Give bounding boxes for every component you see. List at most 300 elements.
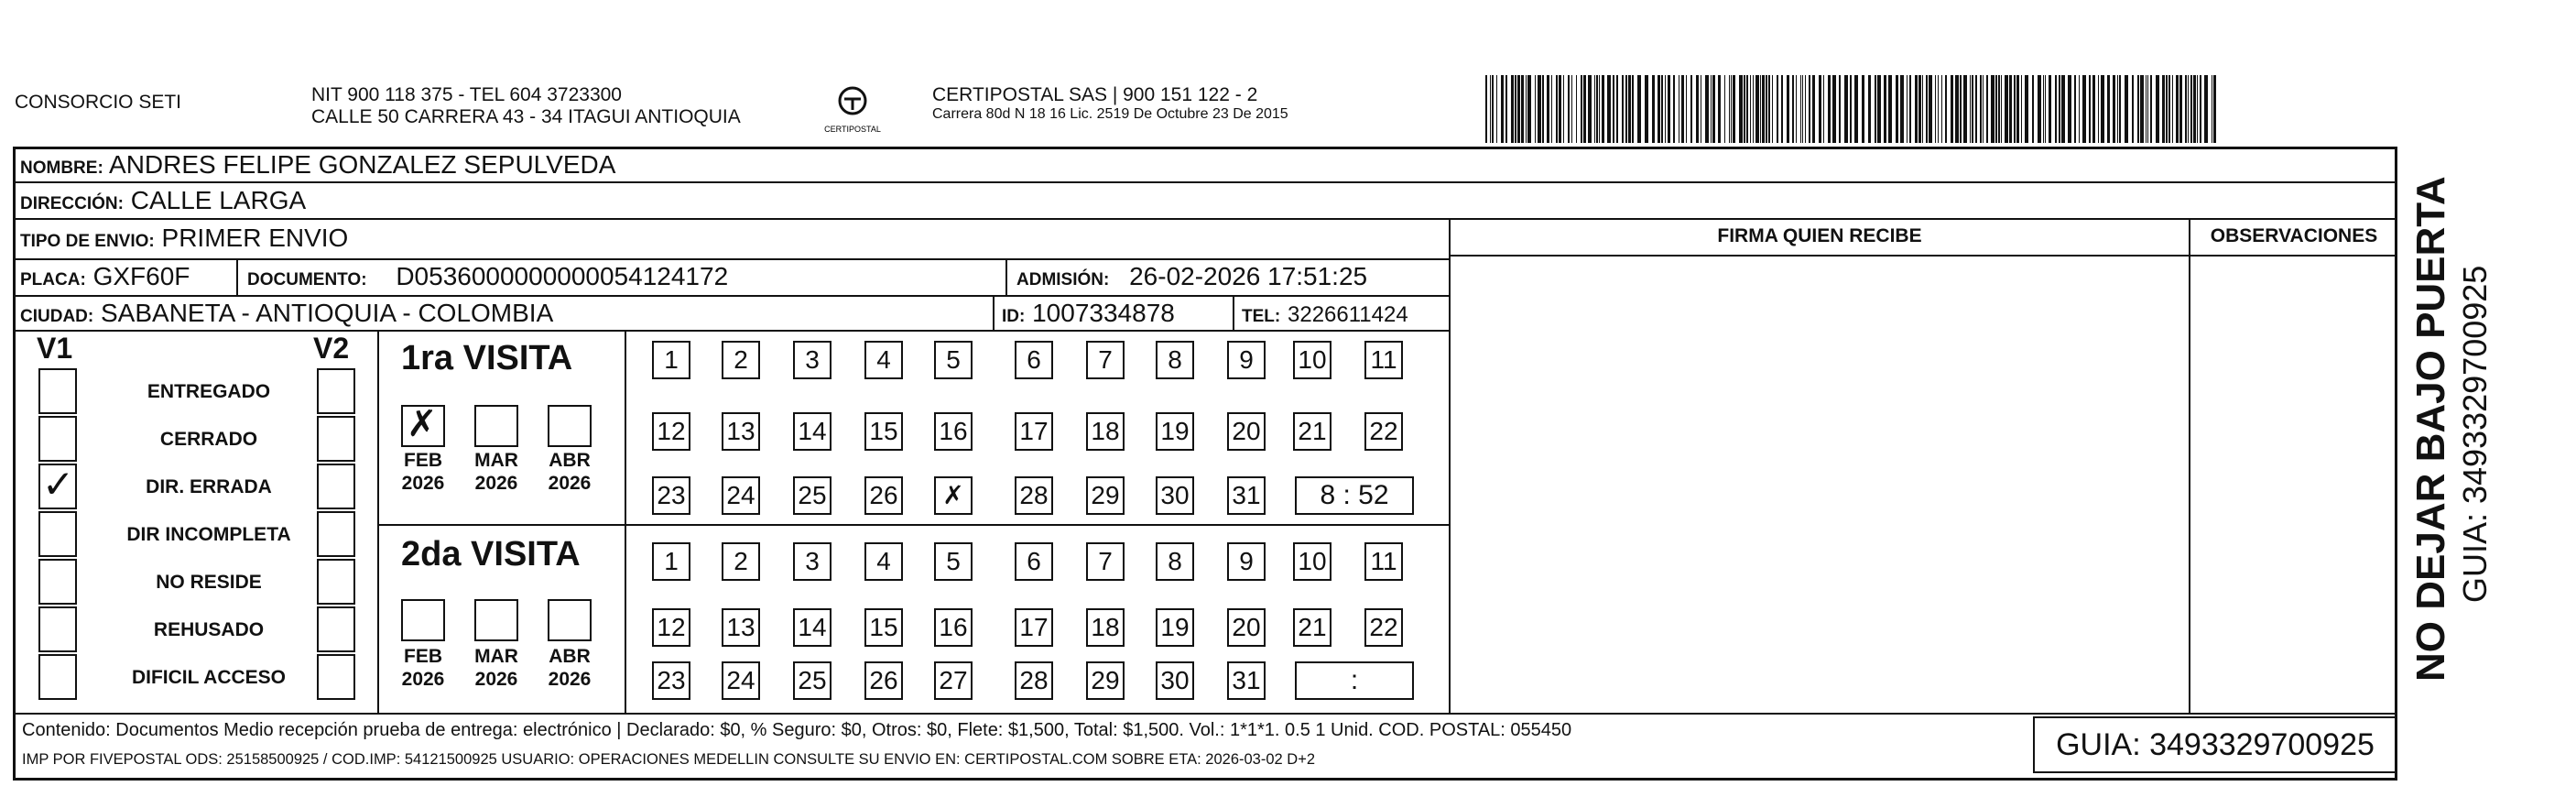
documento-cell: [247, 260, 728, 297]
barcode-bar: [1625, 75, 1627, 143]
admision-value: 26-02-2026 17:51:25: [1129, 262, 1368, 290]
status-option-label: DIR. ERRADA: [146, 476, 272, 497]
admision-label: ADMISIÓN:: [1016, 270, 1110, 289]
second-visit-day[interactable]: 8: [1156, 542, 1194, 581]
barcode-bar: [2156, 75, 2159, 143]
barcode-bar: [1832, 75, 1836, 143]
barcode-bar: [2113, 75, 2115, 143]
barcode-bar: [1800, 75, 1801, 143]
barcode-bar: [1652, 75, 1655, 143]
barcode-bar: [1556, 75, 1558, 143]
second-visit-day[interactable]: 19: [1156, 608, 1194, 647]
barcode-bar: [1850, 75, 1852, 143]
first-visit-day[interactable]: 17: [1015, 412, 1053, 451]
barcode-bar: [1505, 75, 1507, 143]
barcode-bar: [1596, 75, 1598, 143]
barcode-bar: [1896, 75, 1898, 143]
second-visit-day[interactable]: 31: [1227, 661, 1266, 700]
v1-checkbox[interactable]: [38, 654, 77, 700]
barcode-bar: [2137, 75, 2139, 143]
side-guia-text: GUIA: 3493329700925: [2456, 265, 2494, 603]
barcode-bar: [2014, 75, 2016, 143]
address-line: CALLE 50 CARRERA 43 - 34 ITAGUI ANTIOQUIA: [311, 106, 741, 128]
second-visit-month-box[interactable]: [548, 599, 592, 641]
divider: [1005, 258, 1007, 295]
side-notice: [2405, 0, 2576, 687]
first-visit-day[interactable]: 10: [1293, 341, 1331, 379]
second-visit-day[interactable]: 28: [1015, 661, 1053, 700]
first-visit-day[interactable]: 29: [1086, 476, 1125, 515]
barcode-bar: [1875, 75, 1876, 143]
barcode-bar: [1983, 75, 1984, 143]
barcode-bar: [1628, 75, 1631, 143]
barcode-bar: [1941, 75, 1942, 143]
month-year: 2026: [474, 669, 518, 691]
barcode-bar: [1526, 75, 1527, 143]
barcode-bar: [1733, 75, 1735, 143]
first-visit-day[interactable]: 19: [1156, 412, 1194, 451]
first-visit-day[interactable]: 1: [652, 341, 690, 379]
first-visit-day[interactable]: 22: [1364, 412, 1403, 451]
first-visit-day[interactable]: 18: [1086, 412, 1125, 451]
footer-print-info: IMP POR FIVEPOSTAL ODS: 25158500925 / COD.IMP: 54121500925 USUARIO: OPERACIONES MEDELLIN CONSULTE SU ENVIO EN: CERTIPOSTAL.COM SOBRE ETA: 2026-03-02 D+2: [22, 751, 1316, 768]
first-visit-day[interactable]: 26: [864, 476, 903, 515]
barcode-bar: [1690, 75, 1692, 143]
barcode-bar: [1581, 75, 1582, 143]
no-dejar-text: NO DEJAR BAJO PUERTA: [2408, 176, 2453, 682]
second-visit-day[interactable]: 25: [793, 661, 831, 700]
barcode-bar: [1955, 75, 1959, 143]
barcode-bar: [1576, 75, 1577, 143]
barcode-bar: [1980, 75, 1982, 143]
v1-checkbox[interactable]: [38, 416, 77, 462]
barcode-bar: [1805, 75, 1806, 143]
divider: [993, 295, 995, 330]
admision-cell: [1016, 260, 1367, 297]
guia-number: GUIA: 3493329700925: [2033, 716, 2397, 773]
second-visit-day[interactable]: 27: [934, 661, 973, 700]
month-label: [533, 449, 606, 495]
status-option-label: CERRADO: [159, 429, 258, 450]
placa-value: GXF60F: [92, 262, 190, 290]
barcode-bar: [1909, 75, 1911, 143]
barcode-bar: [1661, 75, 1663, 143]
barcode-bar: [1712, 75, 1715, 143]
status-option-label: NO RESIDE: [156, 572, 262, 593]
company-contact: [311, 84, 741, 128]
tipo-label: TIPO DE ENVIO:: [20, 232, 155, 251]
placa-cell: [20, 260, 190, 297]
barcode-bar: [1755, 75, 1759, 143]
certi-line2: Carrera 80d N 18 16 Lic. 2519 De Octubre 23 De 2015: [932, 106, 1288, 123]
second-visit-day[interactable]: 11: [1364, 542, 1403, 581]
barcode-bar: [2185, 75, 2187, 143]
first-visit-day[interactable]: 24: [722, 476, 760, 515]
barcode-bar: [1760, 75, 1761, 143]
barcode-bar: [1828, 75, 1831, 143]
barcode-bar: [2049, 75, 2051, 143]
second-visit-day[interactable]: 29: [1086, 661, 1125, 700]
documento-label: DOCUMENTO:: [247, 270, 367, 289]
barcode-bar: [1819, 75, 1821, 143]
barcode-bar: [1762, 75, 1765, 143]
barcode-bar: [1686, 75, 1687, 143]
barcode-bar: [1915, 75, 1918, 143]
barcode-bar: [1935, 75, 1936, 143]
barcode-bar: [1485, 75, 1487, 143]
observaciones-header: OBSERVACIONES: [2210, 225, 2378, 246]
second-visit-day[interactable]: 30: [1156, 661, 1194, 700]
first-visit-day[interactable]: 7: [1086, 341, 1125, 379]
divider: [377, 330, 379, 713]
barcode-bar: [2125, 75, 2128, 143]
barcode-bar: [1668, 75, 1670, 143]
barcode-bar: [2098, 75, 2099, 143]
nombre-value: ANDRES FELIPE GONZALEZ SEPULVEDA: [109, 150, 616, 179]
barcode-bar: [1527, 75, 1531, 143]
month-label: [460, 449, 533, 495]
first-visit-day[interactable]: 28: [1015, 476, 1053, 515]
barcode-bar: [1547, 75, 1549, 143]
month-name: ABR: [549, 450, 591, 471]
first-visit-day[interactable]: 23: [652, 476, 690, 515]
first-visit-day[interactable]: ✗: [934, 476, 973, 515]
month-year: 2026: [401, 669, 445, 691]
barcode-bar: [1970, 75, 1971, 143]
barcode-bar: [2140, 75, 2144, 143]
v2-checkbox[interactable]: [317, 654, 355, 700]
barcode-bar: [1511, 75, 1514, 143]
barcode-bar: [2005, 75, 2008, 143]
barcode-bar: [2092, 75, 2095, 143]
barcode-bar: [2032, 75, 2034, 143]
barcode-bar: [1998, 75, 2000, 143]
firma-header: FIRMA QUIEN RECIBE: [1717, 225, 1922, 246]
barcode-bar: [2193, 75, 2196, 143]
second-visit-month-box[interactable]: [401, 599, 445, 641]
first-visit-month-box[interactable]: [548, 405, 592, 447]
second-visit-day[interactable]: 20: [1227, 608, 1266, 647]
barcode-bar: [1938, 75, 1939, 143]
barcode-bar: [1768, 75, 1770, 143]
barcode-bar: [2025, 75, 2028, 143]
barcode-bar: [2119, 75, 2121, 143]
barcode-bar: [1868, 75, 1871, 143]
ciudad-cell: [20, 297, 553, 333]
barcode-bar: [2016, 75, 2019, 143]
v2-checkbox[interactable]: [317, 511, 355, 557]
footer-content: Contenido: Documentos Medio recepción prueba de entrega: electrónico | Declarado: $0, % Seguro: $0, Otros: $0, Flete: $1,500, Total: $1,500. Vol.: 1*1*1. 0.5 1 Unid. COD. POSTAL: 055450: [22, 720, 1572, 740]
barcode-bar: [2172, 75, 2173, 143]
second-visit-day[interactable]: 7: [1086, 542, 1125, 581]
month-name: FEB: [404, 450, 442, 471]
barcode-bar: [1559, 75, 1561, 143]
barcode-bar: [1995, 75, 1997, 143]
tel-cell: [1242, 297, 1408, 333]
divider: [625, 330, 626, 713]
v2-checkbox[interactable]: [317, 606, 355, 652]
v1-checkbox[interactable]: [38, 368, 77, 414]
barcode-bar: [1777, 75, 1778, 143]
v1-checkbox[interactable]: [38, 464, 77, 509]
barcode-bar: [1602, 75, 1604, 143]
documento-value: D0536000000000054124172: [396, 262, 729, 290]
barcode-bar: [1535, 75, 1536, 143]
barcode-bar: [1746, 75, 1748, 143]
barcode-bar: [1986, 75, 1988, 143]
barcode-bar: [1496, 75, 1497, 143]
barcode-bar: [1787, 75, 1789, 143]
barcode-bar: [1490, 75, 1491, 143]
barcode-bar: [1823, 75, 1824, 143]
v2-header: V2: [313, 332, 350, 365]
barcode-bar: [1583, 75, 1586, 143]
barcode-bar: [1951, 75, 1953, 143]
second-visit-day[interactable]: 10: [1293, 542, 1331, 581]
barcode-bar: [1900, 75, 1904, 143]
v1-header: V1: [37, 332, 73, 365]
barcode-bar: [2147, 75, 2148, 143]
logo-text: CERTIPOSTAL: [824, 125, 881, 134]
company-name: CONSORCIO SETI: [15, 92, 182, 113]
barcode-bar: [1711, 75, 1712, 143]
second-visit-day[interactable]: 6: [1015, 542, 1053, 581]
first-visit-day[interactable]: 12: [652, 412, 690, 451]
first-visit-time[interactable]: 8 : 52: [1295, 476, 1414, 515]
placa-label: PLACA:: [20, 270, 86, 289]
second-visit-day[interactable]: 14: [793, 608, 831, 647]
barcode-bar: [1731, 75, 1732, 143]
month-name: FEB: [404, 646, 442, 667]
first-visit-day[interactable]: 13: [722, 412, 760, 451]
second-visit-day[interactable]: 26: [864, 661, 903, 700]
second-visit-day[interactable]: 21: [1293, 608, 1331, 647]
second-visit-time[interactable]: :: [1295, 661, 1414, 700]
barcode-bar: [1718, 75, 1721, 143]
barcode-bar: [1542, 75, 1544, 143]
barcode-bar: [1571, 75, 1572, 143]
second-visit-day[interactable]: 4: [864, 542, 903, 581]
barcode-bar: [1739, 75, 1743, 143]
barcode-bar: [1515, 75, 1516, 143]
barcode-bar: [1538, 75, 1541, 143]
barcode-bar: [1750, 75, 1751, 143]
barcode-bar: [1681, 75, 1684, 143]
barcode-bar: [1862, 75, 1864, 143]
second-visit-month-box[interactable]: [474, 599, 518, 641]
direccion-value: CALLE LARGA: [130, 186, 307, 214]
second-visit-day[interactable]: 22: [1364, 608, 1403, 647]
barcode-bar: [1501, 75, 1504, 143]
barcode-bar: [1607, 75, 1611, 143]
first-visit-month-box[interactable]: [401, 405, 445, 447]
first-visit-day[interactable]: 5: [934, 341, 973, 379]
barcode-bar: [2045, 75, 2046, 143]
divider: [377, 524, 1449, 526]
divider: [236, 258, 238, 295]
first-visit-day[interactable]: 8: [1156, 341, 1194, 379]
direccion-row: [20, 184, 306, 221]
first-visit-day[interactable]: 30: [1156, 476, 1194, 515]
barcode-bar: [1568, 75, 1570, 143]
barcode-bar: [1888, 75, 1892, 143]
divider: [13, 713, 2397, 715]
certipostal-logo-icon: [811, 82, 894, 139]
tel-label: TEL:: [1242, 307, 1281, 326]
month-label: [533, 645, 606, 691]
barcode-bar: [1854, 75, 1858, 143]
barcode-bar: [2043, 75, 2044, 143]
first-visit-day[interactable]: 3: [793, 341, 831, 379]
barcode-bar: [2146, 75, 2147, 143]
second-visit-day[interactable]: 1: [652, 542, 690, 581]
barcode-bar: [1796, 75, 1797, 143]
first-visit-day[interactable]: 6: [1015, 341, 1053, 379]
month-name: MAR: [474, 450, 518, 471]
barcode-bar: [1907, 75, 1908, 143]
divider: [1233, 295, 1234, 330]
barcode-bar: [2204, 75, 2208, 143]
barcode-bar: [1616, 75, 1618, 143]
v2-checkbox[interactable]: [317, 464, 355, 509]
first-visit-title: 1ra VISITA: [401, 339, 573, 377]
second-visit-title: 2da VISITA: [401, 535, 581, 573]
barcode-bar: [2200, 75, 2201, 143]
barcode-bar: [1922, 75, 1923, 143]
barcode-bar: [2001, 75, 2002, 143]
barcode-bar: [1594, 75, 1595, 143]
first-visit-day[interactable]: 11: [1364, 341, 1403, 379]
barcode-bar: [1972, 75, 1973, 143]
barcode-bar: [1963, 75, 1967, 143]
barcode-bar: [1696, 75, 1699, 143]
first-visit-day[interactable]: 14: [793, 412, 831, 451]
second-visit-day[interactable]: 2: [722, 542, 760, 581]
second-visit-day[interactable]: 3: [793, 542, 831, 581]
barcode-bar: [1809, 75, 1810, 143]
second-visit-day[interactable]: 5: [934, 542, 973, 581]
barcode-bar: [2213, 75, 2216, 143]
check-mark-icon: ✓: [42, 462, 75, 507]
barcode-bar: [1926, 75, 1928, 143]
first-visit-day[interactable]: 21: [1293, 412, 1331, 451]
barcode-bar: [2179, 75, 2182, 143]
second-visit-day[interactable]: 24: [722, 661, 760, 700]
barcode-bar: [1844, 75, 1848, 143]
barcode-bar: [1658, 75, 1660, 143]
second-visit-day[interactable]: 15: [864, 608, 903, 647]
barcode-bar: [1753, 75, 1754, 143]
second-visit-day[interactable]: 9: [1227, 542, 1266, 581]
first-visit-day[interactable]: 15: [864, 412, 903, 451]
month-year: 2026: [548, 473, 592, 495]
barcode-bar: [2101, 75, 2104, 143]
barcode-bar: [2197, 75, 2198, 143]
barcode-bar: [1918, 75, 1921, 143]
tipo-value: PRIMER ENVIO: [161, 224, 349, 252]
barcode-bar: [1802, 75, 1803, 143]
ciudad-label: CIUDAD:: [20, 307, 94, 326]
barcode-bar: [1521, 75, 1524, 143]
first-visit-day[interactable]: 9: [1227, 341, 1266, 379]
barcode-bar: [1884, 75, 1886, 143]
barcode-bar: [1975, 75, 1977, 143]
first-visit-day[interactable]: 2: [722, 341, 760, 379]
second-visit-day[interactable]: 16: [934, 608, 973, 647]
first-visit-day[interactable]: 16: [934, 412, 973, 451]
barcode-bar: [2061, 75, 2065, 143]
barcode-bar: [2166, 75, 2168, 143]
first-visit-day[interactable]: 31: [1227, 476, 1266, 515]
barcode-bar: [1945, 75, 1947, 143]
month-label: [386, 645, 460, 691]
first-visit-day[interactable]: 25: [793, 476, 831, 515]
second-visit-day[interactable]: 18: [1086, 608, 1125, 647]
v2-checkbox[interactable]: [317, 416, 355, 462]
tel-value: 3226611424: [1288, 302, 1408, 327]
status-option-label: DIFICIL ACCESO: [131, 667, 286, 688]
first-visit-day[interactable]: 20: [1227, 412, 1266, 451]
barcode-bar: [2055, 75, 2057, 143]
month-label: [460, 645, 533, 691]
barcode-bar: [1929, 75, 1932, 143]
barcode-bar: [2188, 75, 2189, 143]
barcode-bar: [1792, 75, 1794, 143]
second-visit-day[interactable]: 17: [1015, 608, 1053, 647]
barcode-bar: [1632, 75, 1634, 143]
barcode-bar: [1724, 75, 1725, 143]
second-visit-day[interactable]: 23: [652, 661, 690, 700]
v1-checkbox[interactable]: [38, 511, 77, 557]
month-name: MAR: [474, 646, 518, 667]
id-value: 1007334878: [1032, 299, 1175, 327]
barcode-bar: [1812, 75, 1815, 143]
status-option-label: REHUSADO: [153, 619, 265, 640]
v1-checkbox[interactable]: [38, 606, 77, 652]
barcode-bar: [1551, 75, 1552, 143]
barcode-bar: [1637, 75, 1641, 143]
handwritten-mark-icon: ✗: [407, 403, 438, 445]
v2-checkbox[interactable]: [317, 559, 355, 605]
first-visit-day[interactable]: 4: [864, 341, 903, 379]
barcode-bar: [2082, 75, 2086, 143]
nit-line: NIT 900 118 375 - TEL 604 3723300: [311, 84, 622, 105]
barcode-bar: [2132, 75, 2134, 143]
barcode-bar: [1744, 75, 1745, 143]
first-visit-month-box[interactable]: [474, 405, 518, 447]
barcode-bar: [1839, 75, 1841, 143]
barcode-bar: [1665, 75, 1666, 143]
month-year: 2026: [474, 473, 518, 495]
barcode-bar: [1991, 75, 1994, 143]
second-visit-day[interactable]: 12: [652, 608, 690, 647]
v2-checkbox[interactable]: [317, 368, 355, 414]
v1-checkbox[interactable]: [38, 559, 77, 605]
divider: [13, 218, 2397, 220]
month-year: 2026: [548, 669, 592, 691]
ciudad-value: SABANETA - ANTIOQUIA - COLOMBIA: [101, 299, 554, 327]
barcode-bar: [2176, 75, 2179, 143]
barcode-bar: [1563, 75, 1564, 143]
barcode-bar: [2107, 75, 2110, 143]
divider: [2189, 218, 2190, 713]
second-visit-day[interactable]: 13: [722, 608, 760, 647]
month-label: [386, 449, 460, 495]
certipostal-info: [932, 84, 1288, 124]
barcode-bar: [2059, 75, 2060, 143]
divider: [1449, 255, 2397, 257]
status-option-label: ENTREGADO: [147, 381, 271, 402]
